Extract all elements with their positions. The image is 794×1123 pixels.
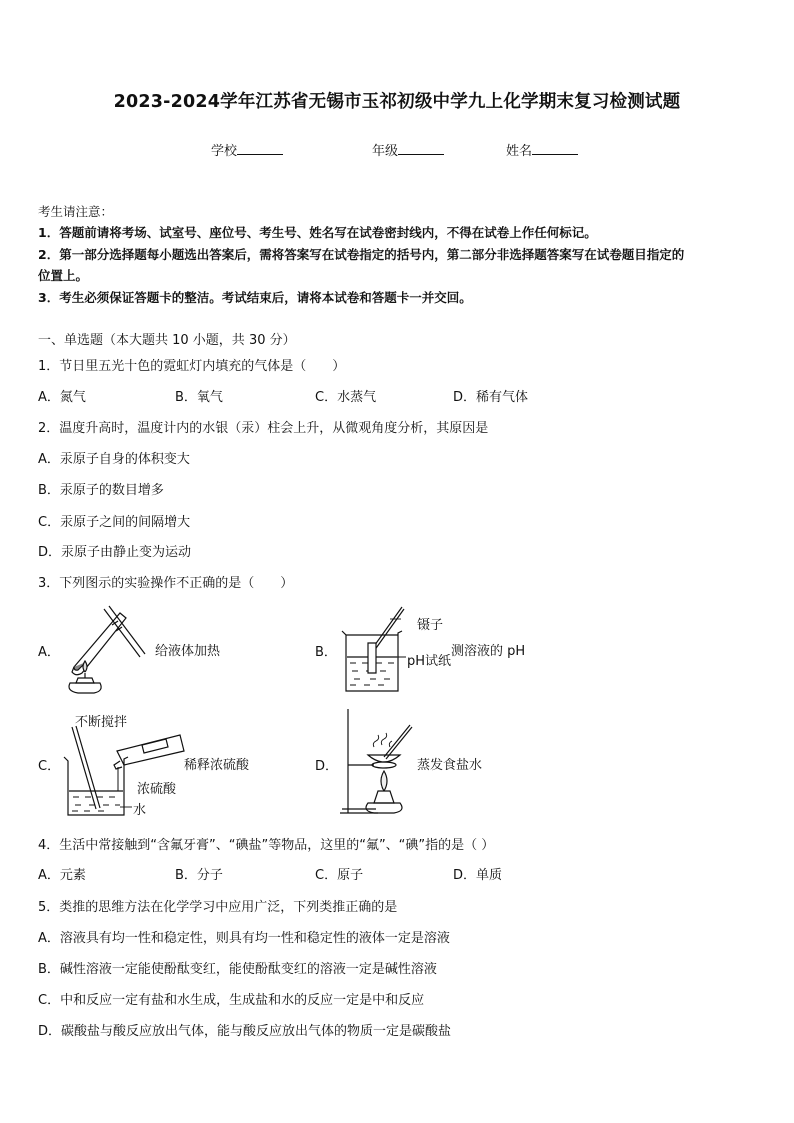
q1-option-b[interactable]: B．氧气 [175,390,223,405]
q4-option-c[interactable]: C．原子 [315,868,364,883]
stir-label: 不断搅拌 [75,715,128,730]
q4-option-b[interactable]: B．分子 [175,868,223,883]
q4-option-a[interactable]: A．元素 [38,868,86,883]
q3-option-b[interactable]: B． [315,645,337,660]
notice-item: 1．答题前请将考场、试室号、座位号、考生号、姓名写在试卷密封线内，不得在试卷上作任何标记。 [38,225,597,240]
q4-stem: 4．生活中常接触到“含氟牙膏”、“碘盐”等物品，这里的“氟”、“碘”指的是（ ） [38,838,495,853]
heating-liquid-label: 给液体加热 [155,644,221,659]
heating-liquid-figure [60,605,160,695]
section-heading: 一、单选题（本大题共 10 小题，共 30 分） [38,333,296,348]
ph-measure-label: 测溶液的 pH [451,644,526,659]
q5-stem: 5．类推的思维方法在化学学习中应用广泛，下列类推正确的是 [38,900,398,915]
q3-option-a[interactable]: A． [38,645,60,660]
q1-option-a[interactable]: A．氮气 [38,390,86,405]
evaporate-figure [338,705,418,817]
grade-field[interactable] [372,140,444,159]
q3-stem: 3．下列图示的实验操作不正确的是（ ） [38,576,294,591]
q2-option-d[interactable]: D．汞原子由静止变为运动 [38,545,192,560]
q5-option-c[interactable]: C．中和反应一定有盐和水生成，生成盐和水的反应一定是中和反应 [38,993,425,1008]
q5-option-b[interactable]: B．碱性溶液一定能使酚酞变红，能使酚酞变红的溶液一定是碱性溶液 [38,962,437,977]
q5-option-d[interactable]: D．碳酸盐与酸反应放出气体，能与酸反应放出气体的物质一定是碳酸盐 [38,1024,452,1039]
q1-stem: 1．节日里五光十色的霓虹灯内填充的气体是（ ） [38,359,346,374]
notice-item: 3．考生必须保证答题卡的整洁。考试结束后，请将本试卷和答题卡一并交回。 [38,290,472,305]
acid-label: 浓硫酸 [137,782,177,797]
water-label: 水 [133,803,147,818]
q4-option-d[interactable]: D．单质 [453,868,503,883]
q2-option-c[interactable]: C．汞原子之间的间隔增大 [38,515,191,530]
notice-item: 2．第一部分选择题每小题选出答案后，需将答案写在试卷指定的括号内，第二部分非选择题答案写在试卷题目指定的 [38,247,685,262]
q1-option-d[interactable]: D．稀有气体 [453,390,529,405]
q3-option-c[interactable]: C． [38,759,61,774]
school-field[interactable] [211,140,283,159]
ph-test-figure [338,605,408,695]
grade-label: 年级 [372,144,399,159]
notice-heading: 考生请注意： [38,204,114,219]
page-title: 2023-2024学年江苏省无锡市玉祁初级中学九上化学期末复习检测试题 [113,92,681,112]
ph-paper-label: pH试纸 [407,654,452,669]
tweezers-label: 镊子 [417,618,444,633]
name-label: 姓名 [506,144,533,159]
q3-option-d[interactable]: D． [315,759,339,774]
q5-option-a[interactable]: A．溶液具有均一性和稳定性，则具有均一性和稳定性的液体一定是溶液 [38,931,450,946]
q2-option-a[interactable]: A．汞原子自身的体积变大 [38,452,190,467]
q2-option-b[interactable]: B．汞原子的数目增多 [38,483,164,498]
q2-stem: 2．温度升高时，温度计内的水银（汞）柱会上升，从微观角度分析，其原因是 [38,421,489,436]
q1-option-c[interactable]: C．水蒸气 [315,390,377,405]
school-label: 学校 [211,144,238,159]
name-field[interactable] [506,140,578,159]
evaporate-label: 蒸发食盐水 [417,758,483,773]
dilute-label: 稀释浓硫酸 [184,758,250,773]
notice-item: 位置上。 [38,268,89,283]
dilute-acid-figure [62,725,187,820]
